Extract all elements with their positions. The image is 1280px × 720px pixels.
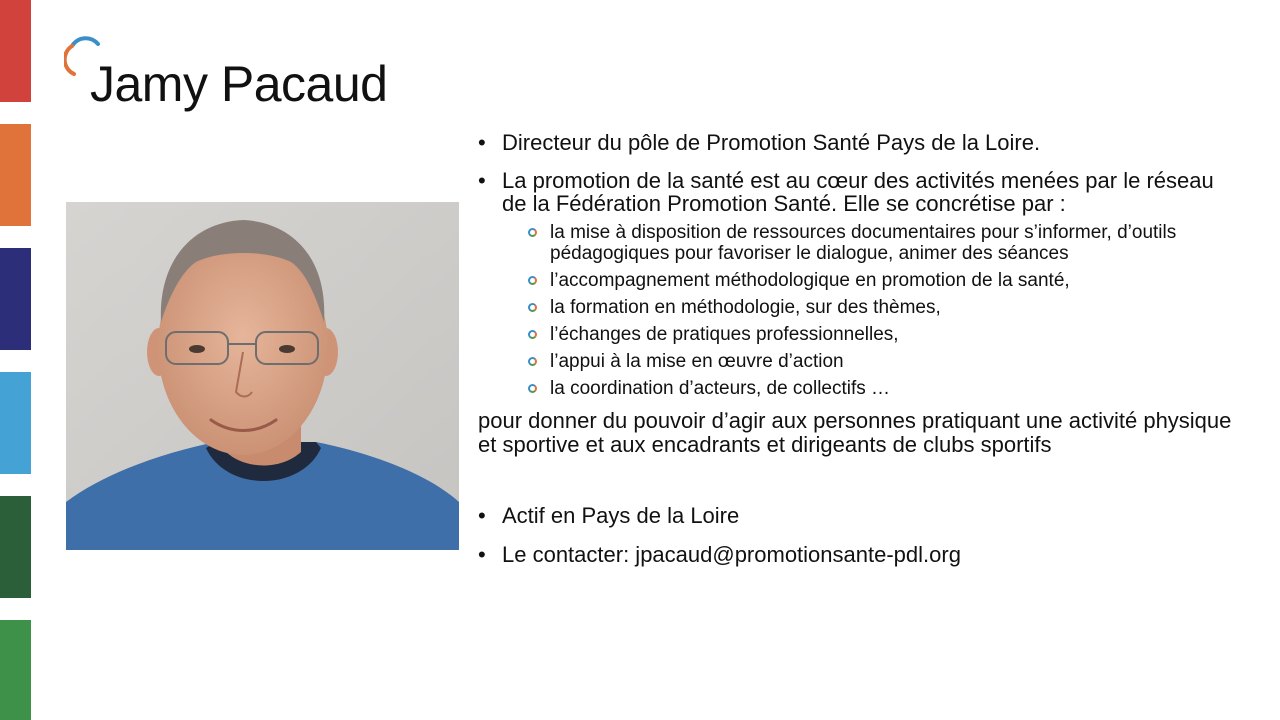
bullet-dot: • <box>478 503 486 528</box>
sub-item-text: la coordination d’acteurs, de collectifs … <box>550 377 891 399</box>
content-body <box>478 130 1238 566</box>
sub-item-text: l’échanges de pratiques professionnelles, <box>550 323 899 345</box>
bullet-dot: • <box>478 542 486 567</box>
color-strip-green <box>0 620 31 720</box>
bullet-item <box>478 504 1238 527</box>
ring-bullet-icon <box>528 357 537 366</box>
bullet-dot: • <box>478 130 486 155</box>
sub-item-text: la formation en méthodologie, sur des thèmes, <box>550 296 941 318</box>
sub-item-text: l’appui à la mise en œuvre d’action <box>550 350 844 372</box>
sub-item <box>478 271 1238 292</box>
sub-item <box>478 223 1238 264</box>
ring-bullet-icon <box>528 330 537 339</box>
color-strip-navy <box>0 248 31 350</box>
color-strip-orange <box>0 124 31 226</box>
sub-item <box>478 298 1238 319</box>
bullet-dot: • <box>478 168 486 193</box>
summary-paragraph: pour donner du pouvoir d’agir aux personnes pratiquant une activité physique et sportive et aux encadrants et dirigeants de clubs sportifs <box>478 408 1232 457</box>
bullet-item <box>478 131 1238 154</box>
contact-text: Le contacter: jpacaud@promotionsante-pdl.org <box>502 542 961 567</box>
bullet-text: Actif en Pays de la Loire <box>502 503 740 528</box>
ring-bullet-icon <box>528 303 537 312</box>
sub-item <box>478 352 1238 373</box>
sub-list <box>478 223 1238 399</box>
color-strip-light-blue <box>0 372 31 474</box>
bullet-item <box>478 169 1238 215</box>
sub-item-text: la mise à disposition de ressources documentaires pour s’informer, d’outils pédagogiques pour favoriser le dialogue, animer des séances <box>550 222 1177 264</box>
ring-bullet-icon <box>528 228 537 237</box>
sub-item <box>478 379 1238 400</box>
bullet-text: La promotion de la santé est au cœur des activités menées par le réseau de la Fédération Promotion Santé. Elle se concrétise par : <box>502 168 1214 216</box>
slide-title: Jamy Pacaud <box>90 56 388 112</box>
color-strip-red <box>0 0 31 102</box>
sub-item-text: l’accompagnement méthodologique en promotion de la santé, <box>550 269 1070 291</box>
ring-bullet-icon <box>528 384 537 393</box>
bullet-item <box>478 543 1238 566</box>
portrait-photo <box>66 202 459 550</box>
bullet-text: Directeur du pôle de Promotion Santé Pays de la Loire. <box>502 130 1041 155</box>
sub-item <box>478 325 1238 346</box>
ring-bullet-icon <box>528 276 537 285</box>
color-strip-dark-green <box>0 496 31 598</box>
